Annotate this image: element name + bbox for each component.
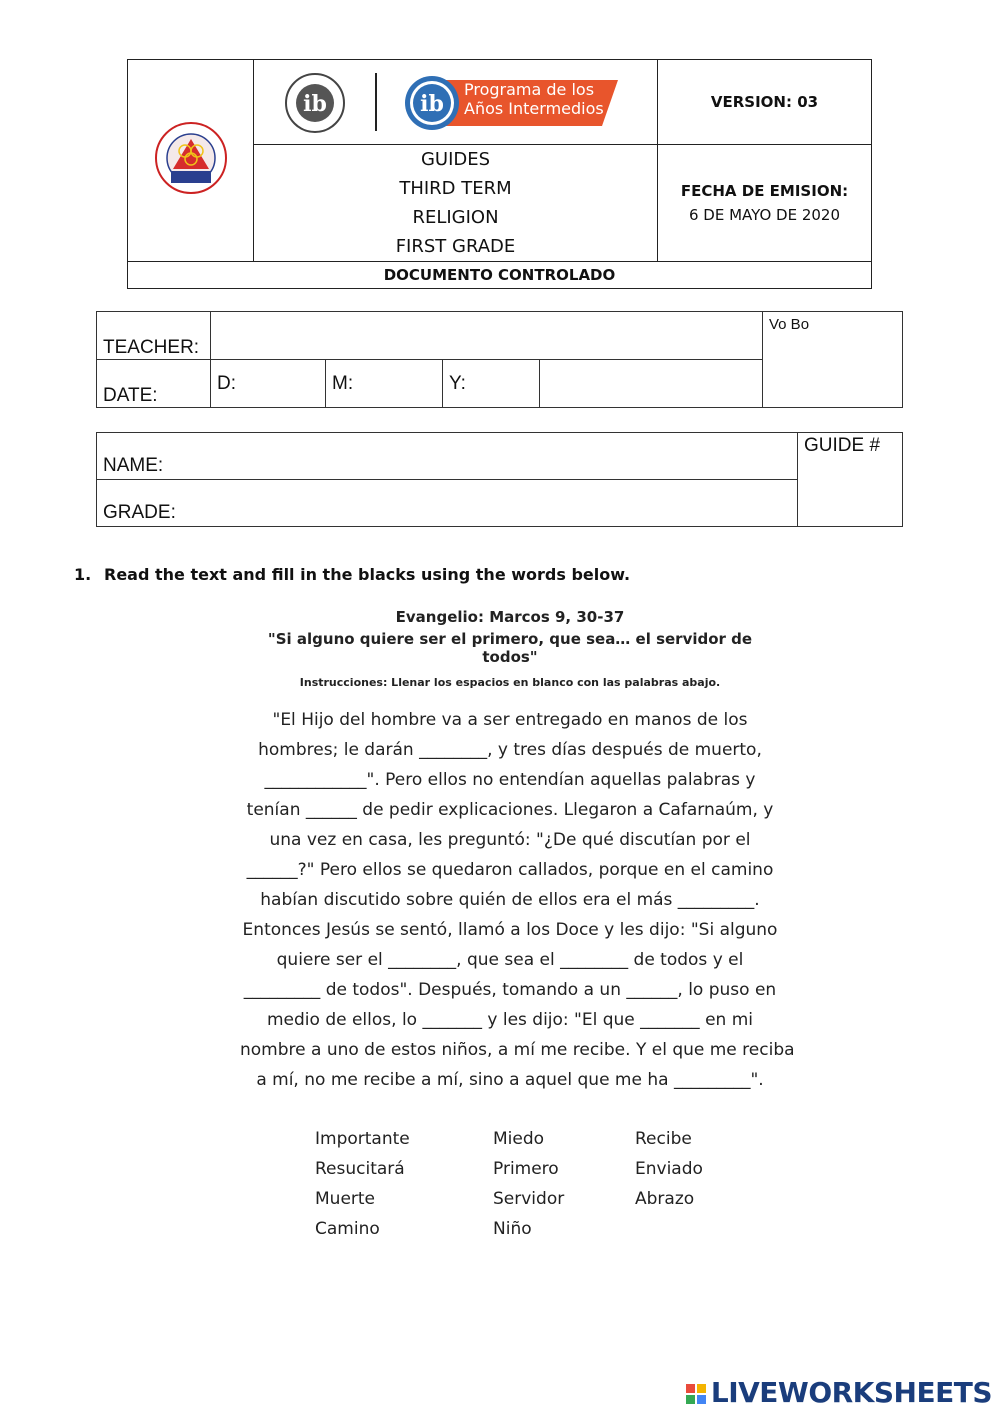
- subject-line: RELIGION: [412, 207, 499, 228]
- text-line: _________ de todos". Después, tomando a un ______, lo puso en: [243, 980, 777, 1000]
- term-line: THIRD TERM: [399, 178, 512, 199]
- school-logo-cell: [128, 60, 254, 262]
- word-bank-item: Primero: [493, 1159, 559, 1179]
- word-bank-item: Abrazo: [635, 1189, 695, 1209]
- version-cell: VERSION: 03: [658, 60, 872, 145]
- liveworksheets-icon: [685, 1383, 711, 1405]
- date-extra-field[interactable]: [540, 360, 763, 408]
- document-header: [127, 59, 872, 289]
- word-bank-item: Camino: [315, 1219, 380, 1239]
- controlled-document: DOCUMENTO CONTROLADO: [128, 262, 872, 289]
- guides-line: GUIDES: [420, 149, 491, 170]
- year-field[interactable]: Y:: [443, 360, 540, 408]
- text-line: tenían ______ de pedir explicaciones. Llegaron a Cafarnaúm, y: [246, 800, 774, 820]
- word-bank-item: Recibe: [635, 1129, 692, 1149]
- teacher-field[interactable]: [211, 312, 763, 360]
- text-line: habían discutido sobre quién de ellos era el más _________.: [260, 890, 760, 910]
- guide-number-label: GUIDE #: [798, 433, 903, 527]
- text-line: ______?" Pero ellos se quedaron callados, porque en el camino: [246, 860, 774, 880]
- word-bank-item: Resucitará: [315, 1159, 405, 1179]
- fecha-label: FECHA DE EMISION:: [680, 182, 849, 200]
- word-bank-column-3: [635, 1124, 703, 1214]
- ib-logos-cell: [254, 60, 658, 145]
- text-line: Entonces Jesús se sentó, llamó a los Doce y les dijo: "Si alguno: [242, 920, 778, 940]
- teacher-label: TEACHER:: [97, 312, 211, 360]
- word-bank-item: Importante: [315, 1129, 410, 1149]
- teacher-table: [96, 311, 903, 408]
- ib-world-school-seal: [282, 72, 348, 134]
- text-line: medio de ellos, lo _______ y les dijo: "El que _______ en mi: [266, 1010, 753, 1030]
- text-line: quiere ser el ________, que sea el ________ de todos y el: [276, 950, 744, 970]
- task-instruction: [74, 565, 630, 584]
- word-bank-item: Enviado: [635, 1159, 703, 1179]
- text-line: a mí, no me recibe a mí, sino a aquel que me ha _________".: [256, 1070, 764, 1090]
- gospel-text: [240, 705, 795, 1095]
- ib-program-line2: Años Intermedios: [464, 99, 604, 118]
- month-field[interactable]: M:: [326, 360, 443, 408]
- word-bank-item: Muerte: [315, 1189, 376, 1209]
- word-bank-item: Miedo: [493, 1129, 545, 1149]
- day-field[interactable]: D:: [211, 360, 326, 408]
- grade-field[interactable]: GRADE:: [97, 480, 798, 527]
- guides-cell: [254, 145, 658, 262]
- text-line: nombre a uno de estos niños, a mí me recibe. Y el que me reciba: [240, 1040, 795, 1060]
- grade-line: FIRST GRADE: [395, 236, 516, 257]
- divider: [375, 73, 377, 131]
- student-table: [96, 432, 903, 527]
- text-line: hombres; le darán ________, y tres días después de muerto,: [258, 740, 762, 760]
- worksheet-instructions: Instrucciones: Llenar los espacios en blanco con las palabras abajo.: [299, 676, 721, 689]
- word-bank-item: Niño: [493, 1219, 532, 1239]
- svg-text:ib: ib: [420, 91, 444, 117]
- emission-date-cell: [658, 145, 872, 262]
- word-bank-column-1: [315, 1124, 410, 1244]
- text-line: una vez en casa, les preguntó: "¿De qué discutían por el: [269, 830, 751, 850]
- task-number: 1.: [74, 565, 92, 584]
- task-text: Read the text and fill in the blacks using the words below.: [104, 565, 631, 584]
- svg-text:ib: ib: [303, 91, 327, 117]
- name-field[interactable]: NAME:: [97, 433, 798, 480]
- vobo-label: Vo Bo: [763, 312, 903, 408]
- school-logo: [149, 121, 233, 195]
- worksheet-subtitle: "Si alguno quiere ser el primero, que sea… el servidor de todos": [267, 630, 753, 666]
- text-line: ____________". Pero ellos no entendían aquellas palabras y: [264, 770, 756, 790]
- date-label: DATE:: [97, 360, 211, 408]
- word-bank-column-2: [493, 1124, 564, 1244]
- ib-program-line1: Programa de los: [464, 80, 595, 99]
- liveworksheets-wordmark: LIVEWORKSHEETS: [710, 1376, 992, 1409]
- worksheet-title: Evangelio: Marcos 9, 30-37: [395, 608, 625, 626]
- liveworksheets-logo[interactable]: [685, 1376, 992, 1409]
- text-line: "El Hijo del hombre va a ser entregado en manos de los: [272, 710, 748, 730]
- word-bank-item: Servidor: [493, 1189, 565, 1209]
- fecha-value: 6 DE MAYO DE 2020: [688, 206, 841, 224]
